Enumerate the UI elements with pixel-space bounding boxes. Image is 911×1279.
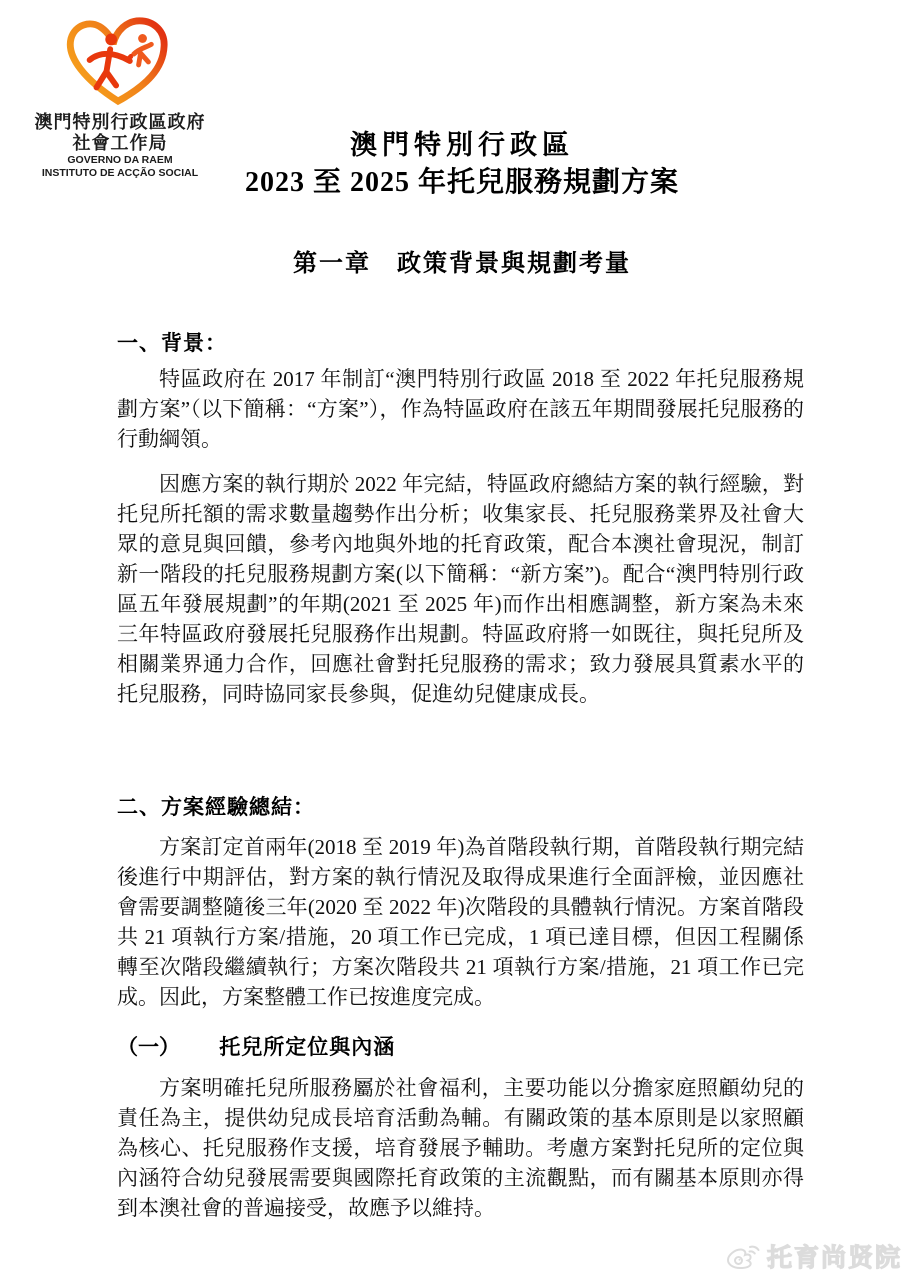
section-1-paragraph-2: 因應方案的執行期於 2022 年完結，特區政府總結方案的執行經驗，對托兒所托額的需求數量趨勢作出分析；收集家長、托兒服務業界及社會大眾的意見與回饋，參考內地與外地的托育政策，配合本澳社會現況，制訂新一階段的托兒服務規劃方案(以下簡稱：“新方案”)。配合“澳門特別行政區五年發展規劃”的年期(2021 至 2025 年)而作出相應調整，新方案為未來三年特區政府發展托兒服務作出規劃。特區政府將一如既往，與托兒所及相關業界通力合作，回應社會對托兒服務的需求；致力發展具質素水平的托兒服務，同時協同家長參與，促進幼兒健康成長。 <box>117 472 804 706</box>
section-1-heading: 一、背景： <box>117 331 227 355</box>
subsection-1-heading <box>117 1031 395 1061</box>
subsection-1-paragraph-1: 方案明確托兒所服務屬於社會福利，主要功能以分擔家庭照顧幼兒的責任為主，提供幼兒成長培育活動為輔。有關政策的基本原則是以家照顧為核心、托兒服務作支援，培育發展予輔助。考慮方案對托兒所的定位與內涵符合幼兒發展需要與國際托育政策的主流觀點，而有關基本原則亦得到本澳社會的普遍接受，故應予以維持。 <box>117 1076 804 1220</box>
watermark <box>726 1238 902 1274</box>
section-2-paragraph-1: 方案訂定首兩年(2018 至 2019 年)為首階段執行期，首階段執行期完結後進行中期評估，對方案的執行情況及取得成果進行全面評檢，並因應社會需要調整隨後三年(2020 至 2022 年)次階段的具體執行情況。方案首階段共 21 項執行方案/措施，20 項工作已完成，1 項已達目標，但因工程關係轉至次階段繼續執行；方案次階段共 21 項執行方案/措施，21 項工作已完成。因此，方案整體工作已按進度完成。 <box>117 835 804 1009</box>
subsection-1-title: 托兒所定位與內涵 <box>219 1035 396 1059</box>
heart-figures-logo-icon <box>56 12 184 108</box>
document-title <box>117 127 807 203</box>
chapter-heading: 第一章 政策背景與規劃考量 <box>293 251 631 277</box>
org-name-pt-line1: GOVERNO DA RAEM <box>67 154 173 166</box>
section-2-heading: 二、方案經驗總結： <box>117 795 315 819</box>
watermark-text: 托育尚贤院 <box>767 1244 903 1272</box>
org-name-zh-line2: 社會工作局 <box>72 133 168 153</box>
weibo-icon <box>726 1241 762 1271</box>
subsection-1-number: （一） <box>117 1035 180 1059</box>
section-1-paragraph-1: 特區政府在 2017 年制訂“澳門特別行政區 2018 至 2022 年托兒服務規劃方案”（以下簡稱：“方案”），作為特區政府在該五年期間發展托兒服務的行動綱領。 <box>117 367 804 451</box>
org-name-zh-line1: 澳門特別行政區政府 <box>34 112 206 132</box>
org-name-pt-line2: INSTITUTO DE ACÇÃO SOCIAL <box>41 166 199 179</box>
document-title-line2: 2023 至 2025 年托兒服務規劃方案 <box>244 167 679 198</box>
document-title-line1: 澳門特別行政區 <box>350 130 574 160</box>
